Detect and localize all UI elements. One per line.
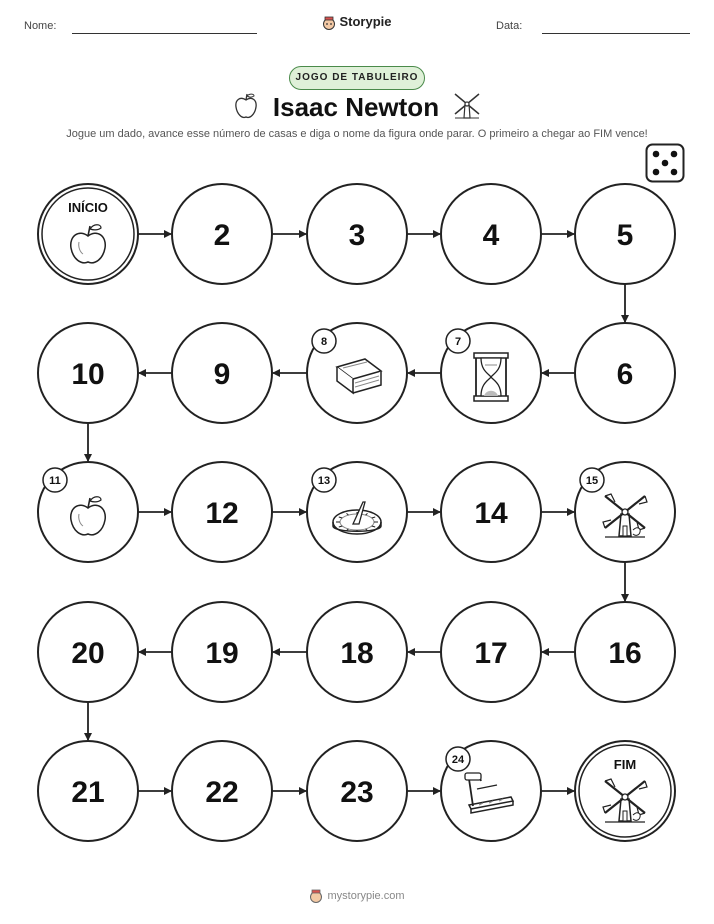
- board-cell-24[interactable]: [441, 741, 541, 841]
- cell-number: 21: [71, 776, 105, 809]
- board-cell-8[interactable]: [307, 323, 407, 423]
- cell-number: 10: [71, 358, 105, 391]
- board-cell-10[interactable]: [38, 323, 138, 423]
- board-cell-5[interactable]: [575, 184, 675, 284]
- cell-number: 9: [213, 358, 231, 391]
- board-cell-9[interactable]: [172, 323, 272, 423]
- cell-number: 20: [71, 637, 105, 670]
- game-badge: JOGO DE TABULEIRO: [289, 66, 425, 90]
- storypie-logo-icon: [309, 889, 323, 903]
- cell-number: 4: [482, 219, 500, 252]
- board-cell-23[interactable]: [307, 741, 407, 841]
- start-cell[interactable]: [38, 184, 138, 284]
- cell-number: 22: [205, 776, 239, 809]
- board-cell-15[interactable]: [575, 462, 675, 562]
- board-cell-7[interactable]: [441, 323, 541, 423]
- cell-number: 6: [616, 358, 634, 391]
- instructions: Jogue um dado, avance esse número de casas e diga o nome da figura onde parar. O primeiro a chegar ao FIM vence!: [66, 128, 648, 140]
- cell-number: 11: [49, 475, 61, 487]
- cell-number: 23: [340, 776, 374, 809]
- board-cell-6[interactable]: [575, 323, 675, 423]
- board-cell-14[interactable]: [441, 462, 541, 562]
- board-cell-2[interactable]: [172, 184, 272, 284]
- cell-number: 19: [205, 637, 239, 670]
- date-label: Data:: [496, 20, 523, 32]
- cell-number: 3: [348, 219, 366, 252]
- cell-number: 2: [213, 219, 231, 252]
- board-cell-18[interactable]: [307, 602, 407, 702]
- footer-url: mystorypie.com: [327, 889, 405, 902]
- start-label: INÍCIO: [68, 200, 108, 215]
- board-cell-21[interactable]: [38, 741, 138, 841]
- title-text: Isaac Newton: [272, 92, 440, 122]
- cell-number: 24: [451, 754, 465, 766]
- brand-name: Storypie: [339, 14, 392, 29]
- board-cell-20[interactable]: [38, 602, 138, 702]
- cell-number: 8: [320, 336, 328, 348]
- cell-number: 14: [474, 497, 508, 530]
- cell-number: 13: [317, 475, 331, 487]
- board-cell-12[interactable]: [172, 462, 272, 562]
- footer: [0, 889, 714, 903]
- cell-number: 16: [608, 637, 642, 670]
- board-cell-4[interactable]: [441, 184, 541, 284]
- cell-number: 5: [616, 219, 634, 252]
- board-cell-22[interactable]: [172, 741, 272, 841]
- name-label: Nome:: [24, 20, 57, 32]
- board-cell-17[interactable]: [441, 602, 541, 702]
- board-cell-3[interactable]: [307, 184, 407, 284]
- end-cell[interactable]: [575, 741, 675, 841]
- board-cell-16[interactable]: [575, 602, 675, 702]
- cell-number: 7: [454, 336, 462, 348]
- board-cell-13[interactable]: [307, 462, 407, 562]
- cell-number: 18: [340, 637, 374, 670]
- cell-number: 15: [585, 475, 599, 487]
- board-cell-19[interactable]: [172, 602, 272, 702]
- cell-number: 12: [205, 497, 239, 530]
- cell-number: 17: [474, 637, 508, 670]
- end-label: FIM: [613, 757, 637, 772]
- board-cell-11[interactable]: [38, 462, 138, 562]
